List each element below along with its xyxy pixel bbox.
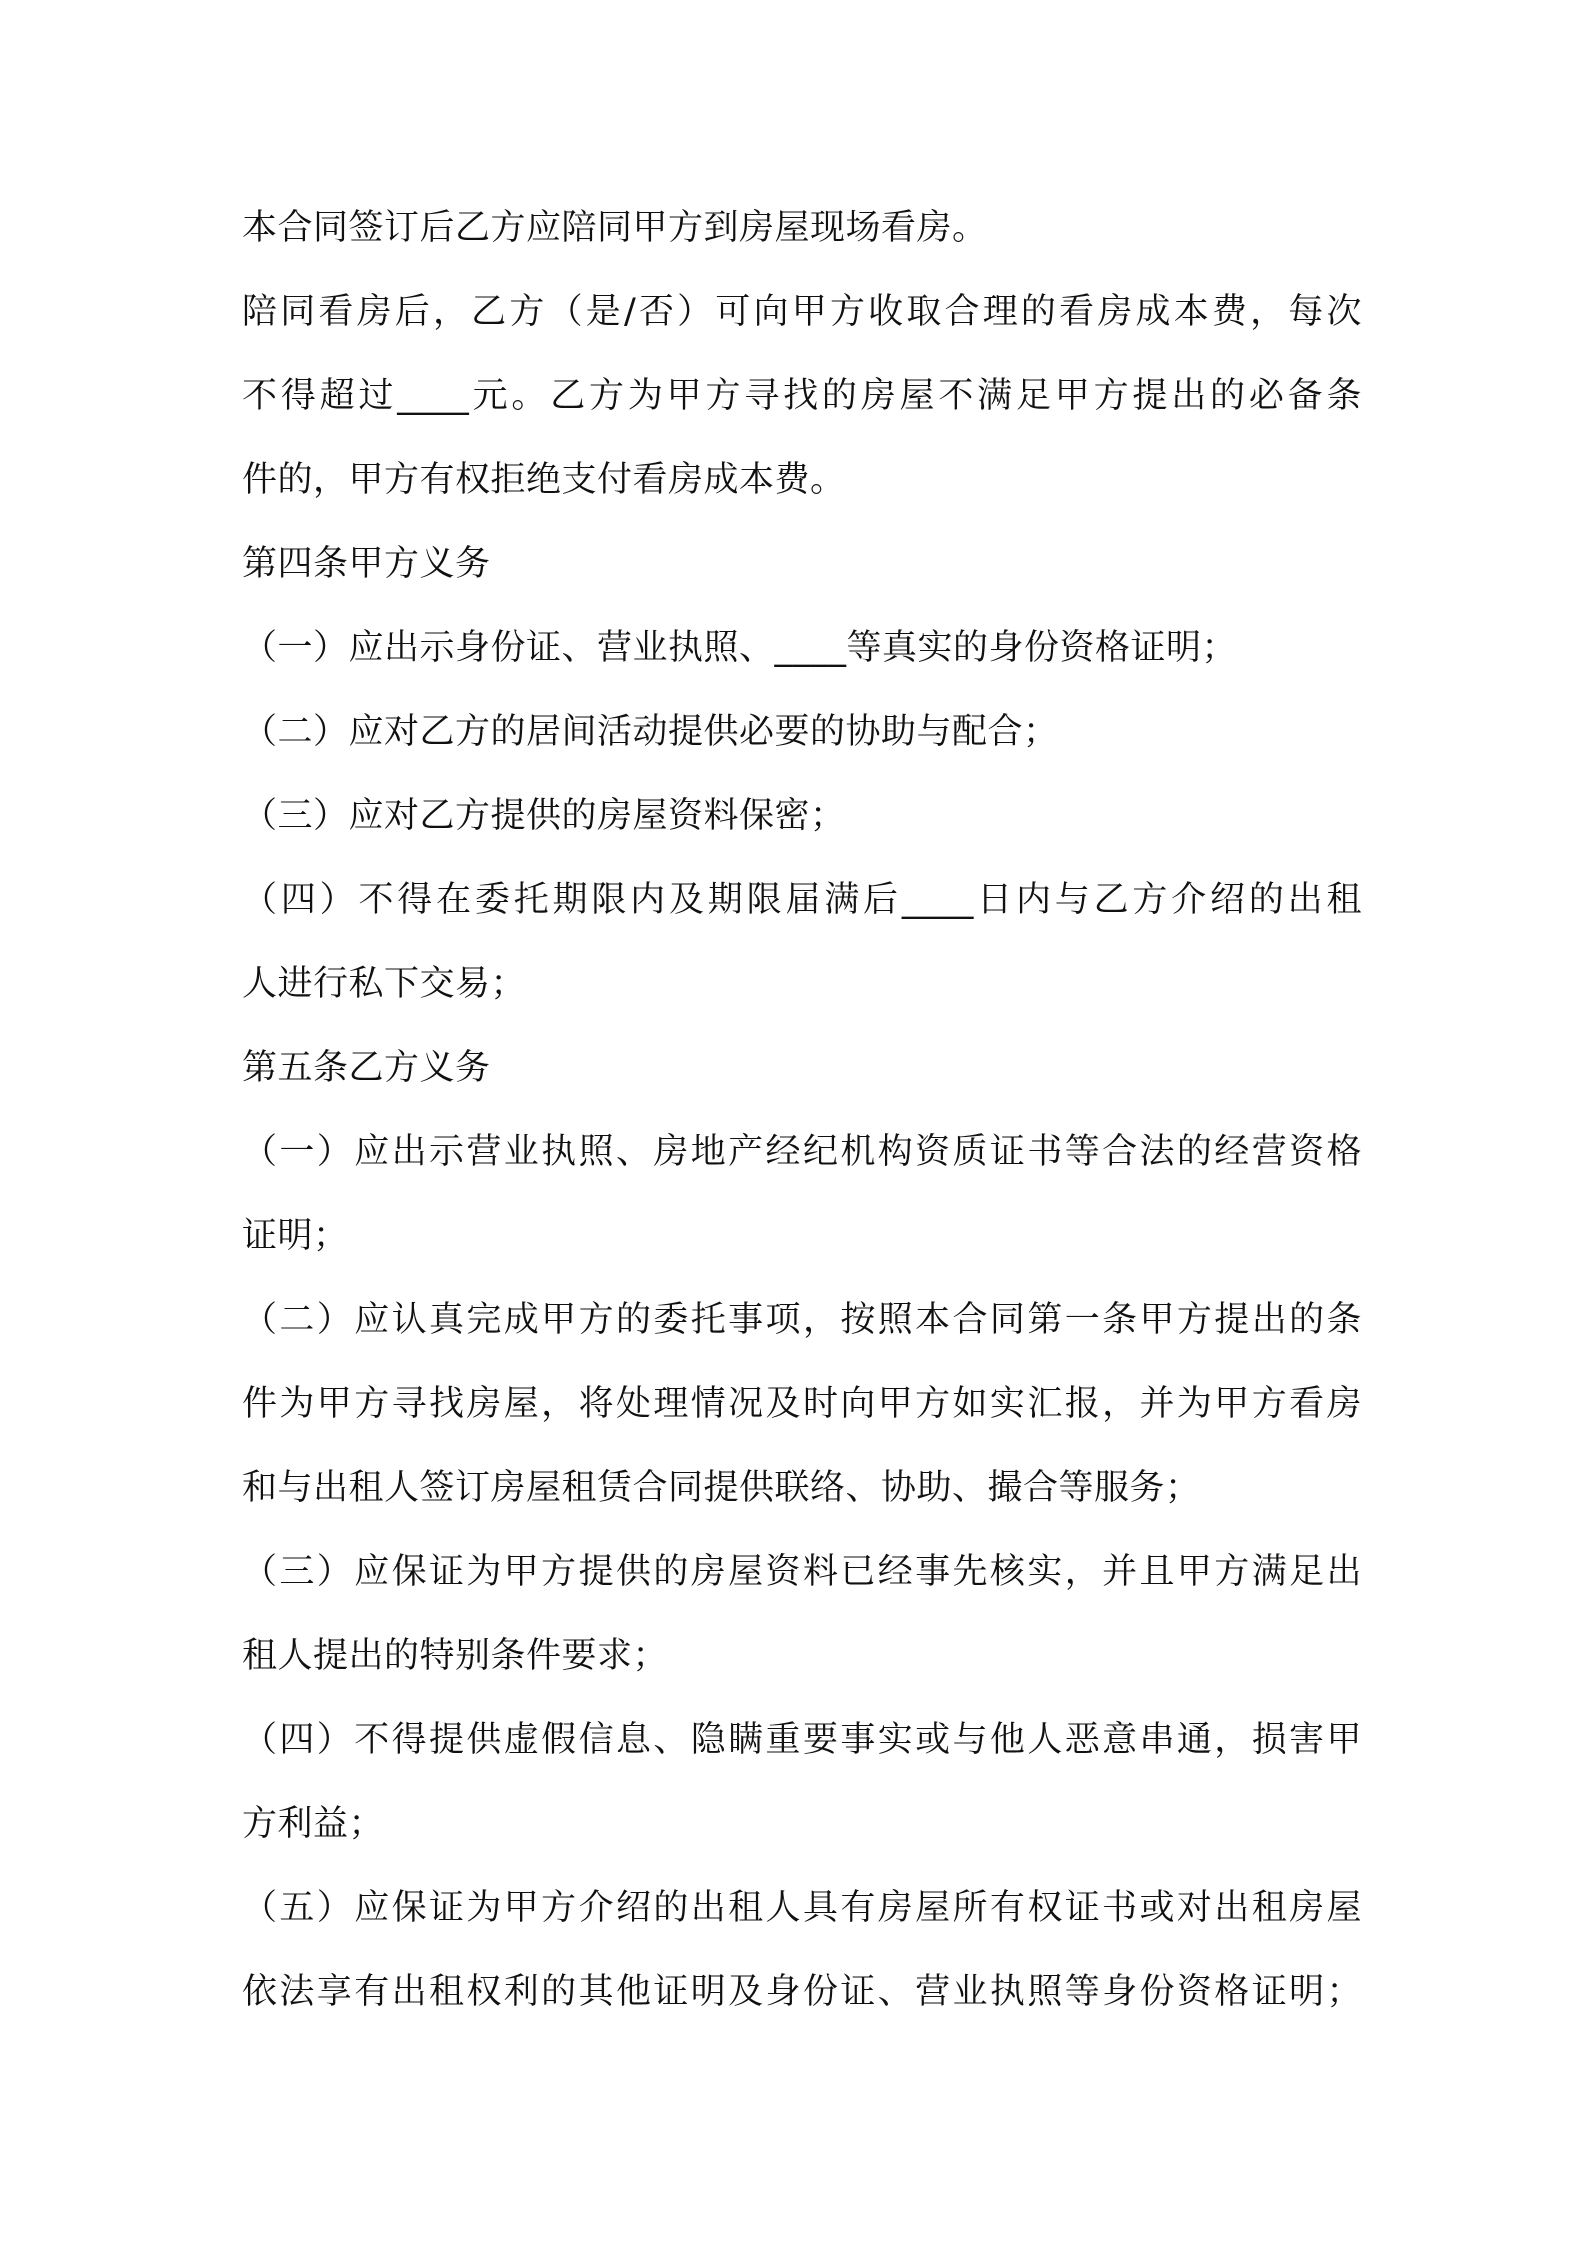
clause-item: （二）应认真完成甲方的委托事项，按照本合同第一条甲方提出的条 — [242, 1300, 1362, 1340]
clause-item-continuation: 依法享有出租权利的其他证明及身份证、营业执照等身份资格证明； — [242, 1972, 1362, 2012]
clause-item: （三）应保证为甲方提供的房屋资料已经事先核实，并且甲方满足出 — [242, 1552, 1362, 1592]
clause-item: （一）应出示营业执照、房地产经纪机构资质证书等合法的经营资格 — [242, 1132, 1362, 1172]
clause-item-continuation: 方利益； — [242, 1804, 385, 1844]
clause-item-continuation: 人进行私下交易； — [242, 964, 527, 1004]
clause-item-continuation: 租人提出的特别条件要求； — [242, 1636, 669, 1676]
section-heading: 第四条甲方义务 — [242, 544, 491, 584]
clause-item-continuation: 和与出租人签订房屋租赁合同提供联络、协助、撮合等服务； — [242, 1468, 1201, 1508]
paragraph-line: 陪同看房后，乙方（是/否）可向甲方收取合理的看房成本费，每次 — [242, 292, 1362, 332]
clause-item: （四）不得在委托期限内及期限届满后____日内与乙方介绍的出租 — [242, 880, 1362, 920]
clause-item: （五）应保证为甲方介绍的出租人具有房屋所有权证书或对出租房屋 — [242, 1888, 1362, 1928]
paragraph-line: 不得超过____元。乙方为甲方寻找的房屋不满足甲方提出的必备条 — [242, 376, 1362, 416]
paragraph-line: 件的，甲方有权拒绝支付看房成本费。 — [242, 460, 846, 500]
section-heading: 第五条乙方义务 — [242, 1048, 491, 1088]
paragraph-line: 本合同签订后乙方应陪同甲方到房屋现场看房。 — [242, 208, 988, 248]
clause-item: （一）应出示身份证、营业执照、____等真实的身份资格证明； — [242, 628, 1238, 668]
clause-item: （三）应对乙方提供的房屋资料保密； — [242, 796, 846, 836]
clause-item: （四）不得提供虚假信息、隐瞒重要事实或与他人恶意串通，损害甲 — [242, 1720, 1362, 1760]
clause-item-continuation: 证明； — [242, 1216, 349, 1256]
clause-item-continuation: 件为甲方寻找房屋，将处理情况及时向甲方如实汇报，并为甲方看房 — [242, 1384, 1362, 1424]
clause-item: （二）应对乙方的居间活动提供必要的协助与配合； — [242, 712, 1059, 752]
